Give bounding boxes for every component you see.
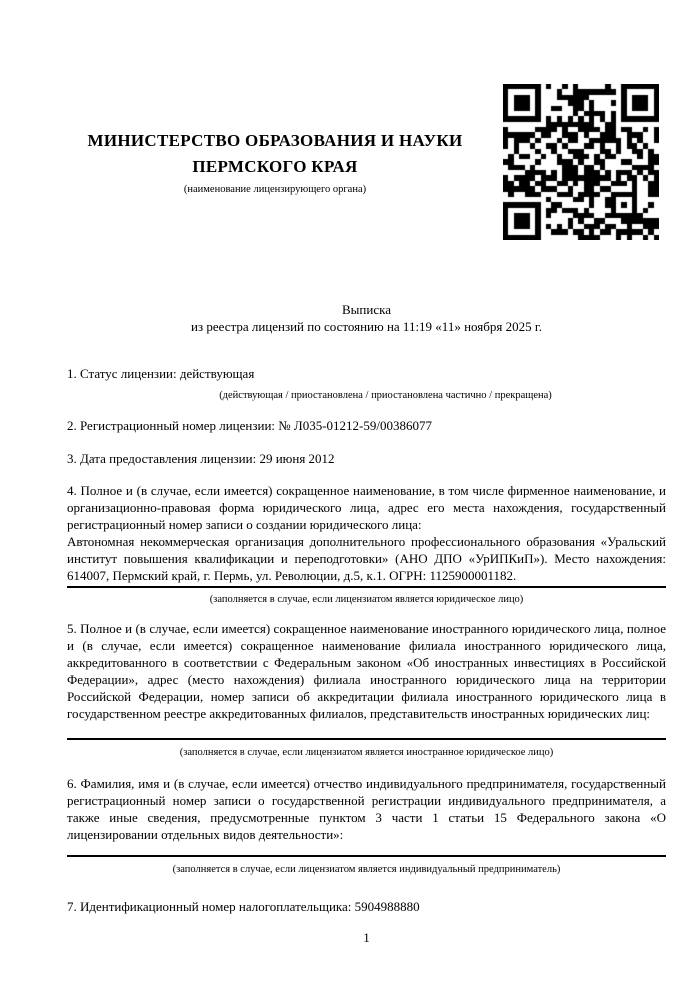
licensing-authority-caption: (наименование лицензирующего органа) xyxy=(183,184,367,195)
qr-code-icon xyxy=(503,84,659,240)
section-3-license-date: 3. Дата предоставления лицензии: 29 июня 2012 xyxy=(67,451,335,466)
page-number: 1 xyxy=(363,930,370,945)
section-7-taxpayer-number: 7. Идентификационный номер налогоплательщика: 5904988880 xyxy=(67,899,420,914)
ministry-name-line1: МИНИСТЕРСТВО ОБРАЗОВАНИЯ И НАУКИ xyxy=(87,131,463,150)
section-4-value: Автономная некоммерческая организация дополнительного профессионального образования «Уральский институт повышения квалификации и переподготовки» (АНО ДПО «УрИПКиП»). Место нахождения: 614007, Пермский край, г. Пермь, ул. Революции, д.5, к.1. ОГРН: 1125900001182. xyxy=(67,534,666,583)
section-6-individual-entrepreneur: 6. Фамилия, имя и (в случае, если имеется) отчество индивидуального предпринимателя, государственный регистрационный номер записи о государственной регистрации индивидуального предпринимателя, а также иные сведения, предусмотренные пунктом 3 части 1 статьи 15 Федерального закона «О лицензировании отдельных видов деятельности»: xyxy=(67,776,666,842)
section-1-license-status: 1. Статус лицензии: действующая xyxy=(67,366,255,381)
section-2-registration-number: 2. Регистрационный номер лицензии: № Л035-01212-59/00386077 xyxy=(67,418,433,433)
ministry-name-line2: ПЕРМСКОГО КРАЯ xyxy=(192,157,358,176)
section-5-foreign-entity: 5. Полное и (в случае, если имеется) сокращенное наименование иностранного юридического лица, полное и (в случае, если имеется) сокращенное наименование филиала иностранного юридического лица, аккредитованного в соответствии с Федеральным законом «Об иностранных инвестициях в Российской Федерации», адрес (место нахождения) филиала иностранного юридического лица на территории Российской Федерации, номер записи об аккредитации филиала иностранного юридического лица в государственном реестре аккредитованных филиалов, представительств иностранных юридических лиц: xyxy=(67,621,666,721)
section-4-legal-entity xyxy=(67,482,666,584)
rule-after-section-4 xyxy=(67,586,666,588)
document-title-line1: Выписка xyxy=(342,302,391,317)
rule-after-section-6 xyxy=(67,855,666,857)
section-5-caption: (заполняется в случае, если лицензиатом является иностранное юридическое лицо) xyxy=(179,747,554,758)
document-title xyxy=(67,301,666,335)
section-4-label: 4. Полное и (в случае, если имеется) сокращенное наименование, в том числе фирменное наименование, и организационно-правовая форма юридического лица, адрес его места нахождения, государственный регистрационный номер записи о создании юридического лица: xyxy=(67,483,666,532)
ministry-header xyxy=(67,128,483,196)
section-6-caption: (заполняется в случае, если лицензиатом является индивидуальный предприниматель) xyxy=(172,864,561,875)
section-4-caption: (заполняется в случае, если лицензиатом является юридическое лицо) xyxy=(209,594,524,605)
rule-after-section-5 xyxy=(67,738,666,740)
section-1-status-options-caption: (действующая / приостановлена / приостановлена частично / прекращена) xyxy=(219,390,552,401)
document-title-line2: из реестра лицензий по состоянию на 11:19 «11» ноября 2025 г. xyxy=(191,319,542,334)
